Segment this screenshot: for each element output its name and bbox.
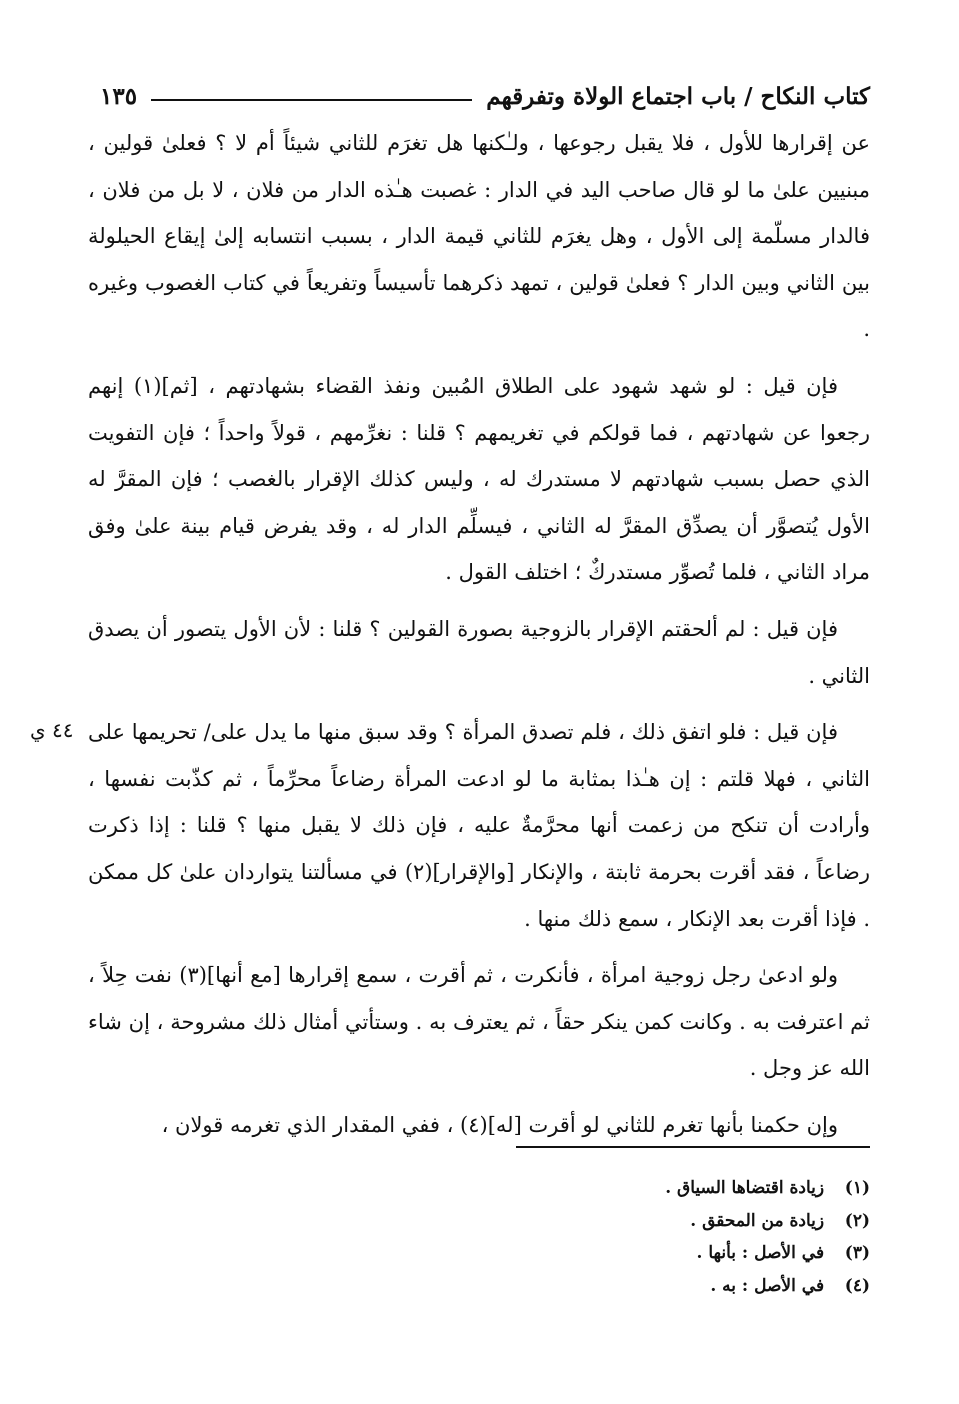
footnote-text: في الأصل : به . <box>710 1275 825 1296</box>
footnotes <box>400 1172 870 1302</box>
paragraph-1: عن إقرارها للأول ، فلا يقبل رجوعها ، ولـٰكنها هل تغرَم للثاني شيئاً أم لا ؟ فعلىٰ قولين ، مبنيين علىٰ ما لو قال صاحب اليد في الدار : غصبت هـٰذه الدار من فلان ، لا بل من فلان ، فالدار مسلّمة إلى الأول ، وهل يغرَم للثاني قيمة الدار ، بسبب انتسابه إلىٰ إيقاع الحيلولة بين الثاني وبين الدار ؟ فعلىٰ قولين ، تمهد ذكرهما تأسيساً وتفريعاً في كتاب الغصوب وغيره . <box>88 131 870 342</box>
running-header <box>100 76 870 116</box>
footnote-text: زيادة من المحقق . <box>690 1210 825 1231</box>
paragraph-2: فإن قيل : لو شهد شهود على الطلاق المُبين ونفذ القضاء بشهادتهم ، [ثم](١) إنهم رجعوا عن شهادتهم ، فما قولكم في تغريمهم ؟ قلنا : نغرِّمهم ، قولاً واحداً ؛ فإن التفويت الذي حصل بسبب شهادتهم لا مستدرك له ، وليس كذلك الإقرار بالغصب ؛ فإن المقرَّ له الأول يُتصوَّر أن يصدِّق المقرَّ له الثاني ، فيسلِّم الدار له ، وقد يفرض قيام بينة علىٰ وفق مراد الثاني ، فلما تُصوِّر مستدركٌ ؛ اختلف القول . <box>88 373 870 585</box>
paragraph-5: ولو ادعىٰ رجل زوجية امرأة ، فأنكرت ، ثم أقرت ، سمع إقرارها [مع أنها](٣) نفت حِلاً ، ثم اعترفت به . وكانت كمن ينكر حقاً ، ثم يعترف به . وستأتي أمثال ذلك مشروحة ، إن شاء الله عز وجل . <box>88 963 870 1081</box>
footnote-number: (٣) <box>844 1243 870 1263</box>
paragraph-3: فإن قيل : لم ألحقتم الإقرار بالزوجية بصورة القولين ؟ قلنا : لأن الأول يتصور أن يصدق الثاني . <box>88 616 870 688</box>
paragraph-4: فإن قيل : فلو اتفق ذلك ، فلم تصدق المرأة ؟ وقد سبق منها ما يدل على/ تحريمها على الثاني ، فهلا قلتم : إن هـٰذا بمثابة ما لو ادعت المرأة رضاعاً محرِّماً ، ثم كذّبت نفسها ، وأرادت أن تنكح من زعمت أنها محرَّمةٌ عليه ، فإن ذلك لا يقبل منها ؟ قلنا : إذا ذكرت رضاعاً ، فقد أقرت بحرمة ثابتة ، والإنكار [والإقرار](٢) في مسألتنا يتواردان علىٰ كل ممكن . فإذا أقرت بعد الإنكار ، سمع ذلك منها . <box>88 720 870 931</box>
footnote-text: زيادة اقتضاها السياق . <box>665 1178 825 1198</box>
header-title: كتاب النكاح / باب اجتماع الولاة وتفرقهم <box>486 82 870 110</box>
footnote-number: (٤) <box>844 1275 870 1296</box>
footnote-text: في الأصل : بأنها . <box>696 1243 825 1263</box>
footnote <box>400 1237 870 1270</box>
manuscript-folio-note: ٤٤ ي <box>30 718 74 742</box>
footnote <box>400 1172 870 1205</box>
footnote <box>400 1270 870 1303</box>
paragraph-6: وإن حكمنا بأنها تغرم للثاني لو أقرت [له](٤) ، ففي المقدار الذي تغرمه قولان ، <box>161 1112 838 1137</box>
main-text <box>88 120 870 1158</box>
footnote-separator <box>516 1146 870 1148</box>
footnote <box>400 1205 870 1238</box>
footnote-number: (١) <box>844 1178 870 1198</box>
footnote-number: (٢) <box>844 1210 870 1231</box>
header-rule <box>151 99 472 101</box>
page-number: ١٣٥ <box>100 82 138 110</box>
